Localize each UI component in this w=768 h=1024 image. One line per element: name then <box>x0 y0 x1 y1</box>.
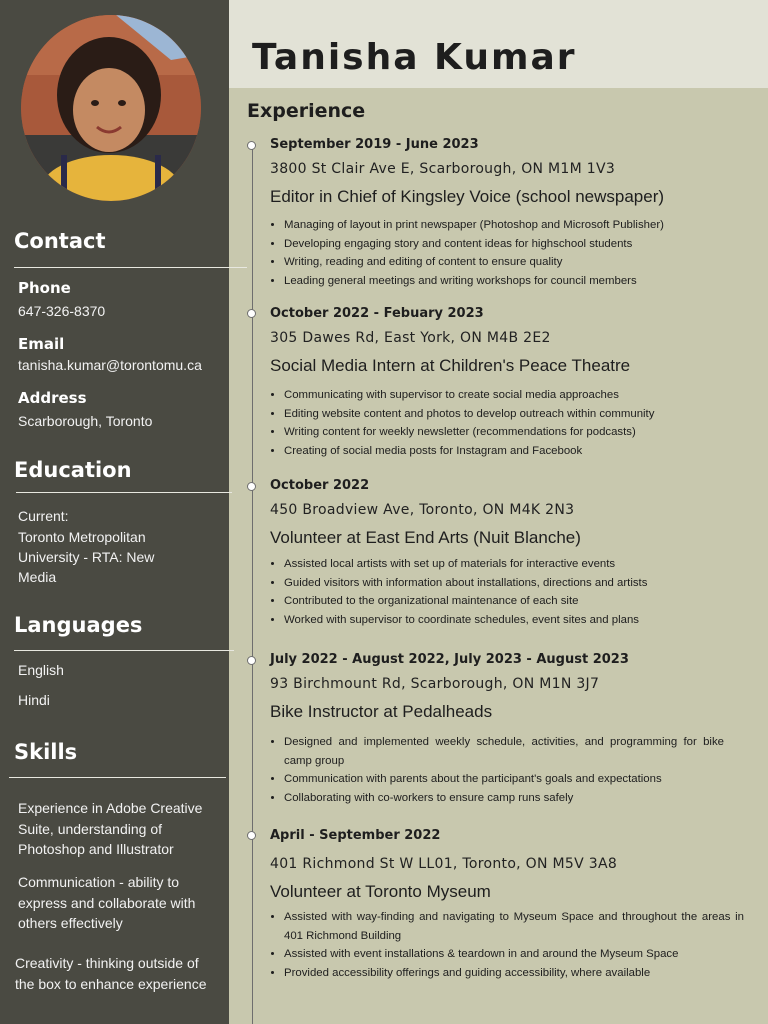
skills-heading: Skills <box>14 740 78 764</box>
address-value: Scarborough, Toronto <box>18 413 153 429</box>
timeline-dot <box>247 482 256 491</box>
job-entry <box>270 649 750 807</box>
person-name: Tanisha Kumar <box>252 37 577 78</box>
skill-item: Communication - ability to express and collaborate with others effectively <box>18 874 196 931</box>
job-bullet: • Communicating with supervisor to create social media approaches <box>284 386 750 405</box>
job-bullets <box>270 386 750 460</box>
timeline-dot <box>247 141 256 150</box>
job-entry <box>270 134 750 290</box>
job-bullet: • Editing website content and photos to develop outreach within community <box>284 405 750 424</box>
job-address: 3800 St Clair Ave E, Scarborough, ON M1M 1V3 <box>270 161 616 177</box>
email-label: Email <box>18 335 65 353</box>
languages-heading: Languages <box>14 613 143 637</box>
job-date: July 2022 - August 2022, July 2023 - August 2023 <box>270 652 629 667</box>
timeline-line <box>252 146 253 1024</box>
job-bullets <box>270 733 724 807</box>
contact-heading: Contact <box>14 229 106 253</box>
job-date: October 2022 - Febuary 2023 <box>270 306 484 321</box>
job-date: September 2019 - June 2023 <box>270 137 479 152</box>
address-label: Address <box>18 389 87 407</box>
job-role: Social Media Intern at Children's Peace Theatre <box>270 356 631 375</box>
timeline-dot <box>247 831 256 840</box>
job-bullets <box>270 908 744 982</box>
sidebar <box>0 0 229 1024</box>
email-value: tanisha.kumar@torontomu.ca <box>18 357 202 373</box>
job-entry <box>270 303 750 460</box>
profile-photo <box>21 15 201 201</box>
job-entry <box>270 475 750 629</box>
job-date: October 2022 <box>270 478 370 493</box>
job-address: 93 Birchmount Rd, Scarborough, ON M1N 3J7 <box>270 676 600 692</box>
education-school: Toronto Metropolitan University - RTA: New Media <box>18 529 155 585</box>
job-address: 305 Dawes Rd, East York, ON M4B 2E2 <box>270 330 551 346</box>
job-bullets <box>270 555 750 629</box>
job-bullet: • Provided accessibility offerings and guiding accessibility, where available <box>284 964 744 983</box>
skills-divider <box>9 777 226 778</box>
job-bullet: • Developing engaging story and content ideas for highschool students <box>284 235 750 254</box>
job-address: 450 Broadview Ave, Toronto, ON M4K 2N3 <box>270 502 575 518</box>
job-bullet: • Worked with supervisor to coordinate schedules, event sites and plans <box>284 611 750 630</box>
job-bullets <box>270 216 750 290</box>
contact-divider <box>14 267 247 268</box>
job-role: Volunteer at East End Arts (Nuit Blanche) <box>270 528 581 547</box>
job-bullet: • Communication with parents about the participant's goals and expectations <box>284 770 724 789</box>
job-bullet: • Managing of layout in print newspaper (Photoshop and Microsoft Publisher) <box>284 216 750 235</box>
job-date: April - September 2022 <box>270 828 441 843</box>
timeline-dot <box>247 309 256 318</box>
experience-heading: Experience <box>247 100 366 122</box>
language-item: English <box>18 662 64 678</box>
header <box>229 0 768 88</box>
phone-value: 647-326-8370 <box>18 303 106 319</box>
job-bullet: • Guided visitors with information about installations, directions and artists <box>284 574 750 593</box>
job-role: Volunteer at Toronto Myseum <box>270 882 491 901</box>
job-bullet: • Designed and implemented weekly schedule, activities, and programming for bike camp group <box>284 733 724 770</box>
job-bullet: • Creating of social media posts for Instagram and Facebook <box>284 442 750 461</box>
job-role: Editor in Chief of Kingsley Voice (school newspaper) <box>270 187 665 206</box>
skill-item: Creativity - thinking outside of the box to enhance experience <box>15 955 207 992</box>
job-bullet: • Assisted with way-finding and navigating to Myseum Space and throughout the areas in 401 Richmond Building <box>284 908 744 945</box>
job-bullet: • Writing, reading and editing of content to ensure quality <box>284 253 750 272</box>
job-address: 401 Richmond St W LL01, Toronto, ON M5V 3A8 <box>270 856 618 872</box>
job-bullet: • Writing content for weekly newsletter (recommendations for podcasts) <box>284 423 750 442</box>
skill-item: Experience in Adobe Creative Suite, understanding of Photoshop and Illustrator <box>18 800 203 857</box>
education-divider <box>16 492 232 493</box>
education-heading: Education <box>14 458 132 482</box>
job-bullet: • Collaborating with co-workers to ensure camp runs safely <box>284 789 724 808</box>
job-bullet: • Leading general meetings and writing workshops for council members <box>284 272 750 291</box>
job-bullet: • Assisted local artists with set up of materials for interactive events <box>284 555 750 574</box>
job-role: Bike Instructor at Pedalheads <box>270 702 493 721</box>
timeline-dot <box>247 656 256 665</box>
education-current: Current: <box>18 508 69 524</box>
language-item: Hindi <box>18 692 50 708</box>
phone-label: Phone <box>18 279 71 297</box>
languages-divider <box>14 650 234 651</box>
job-entry <box>270 825 750 982</box>
job-bullet: • Contributed to the organizational maintenance of each site <box>284 592 750 611</box>
job-bullet: • Assisted with event installations & teardown in and around the Myseum Space <box>284 945 744 964</box>
